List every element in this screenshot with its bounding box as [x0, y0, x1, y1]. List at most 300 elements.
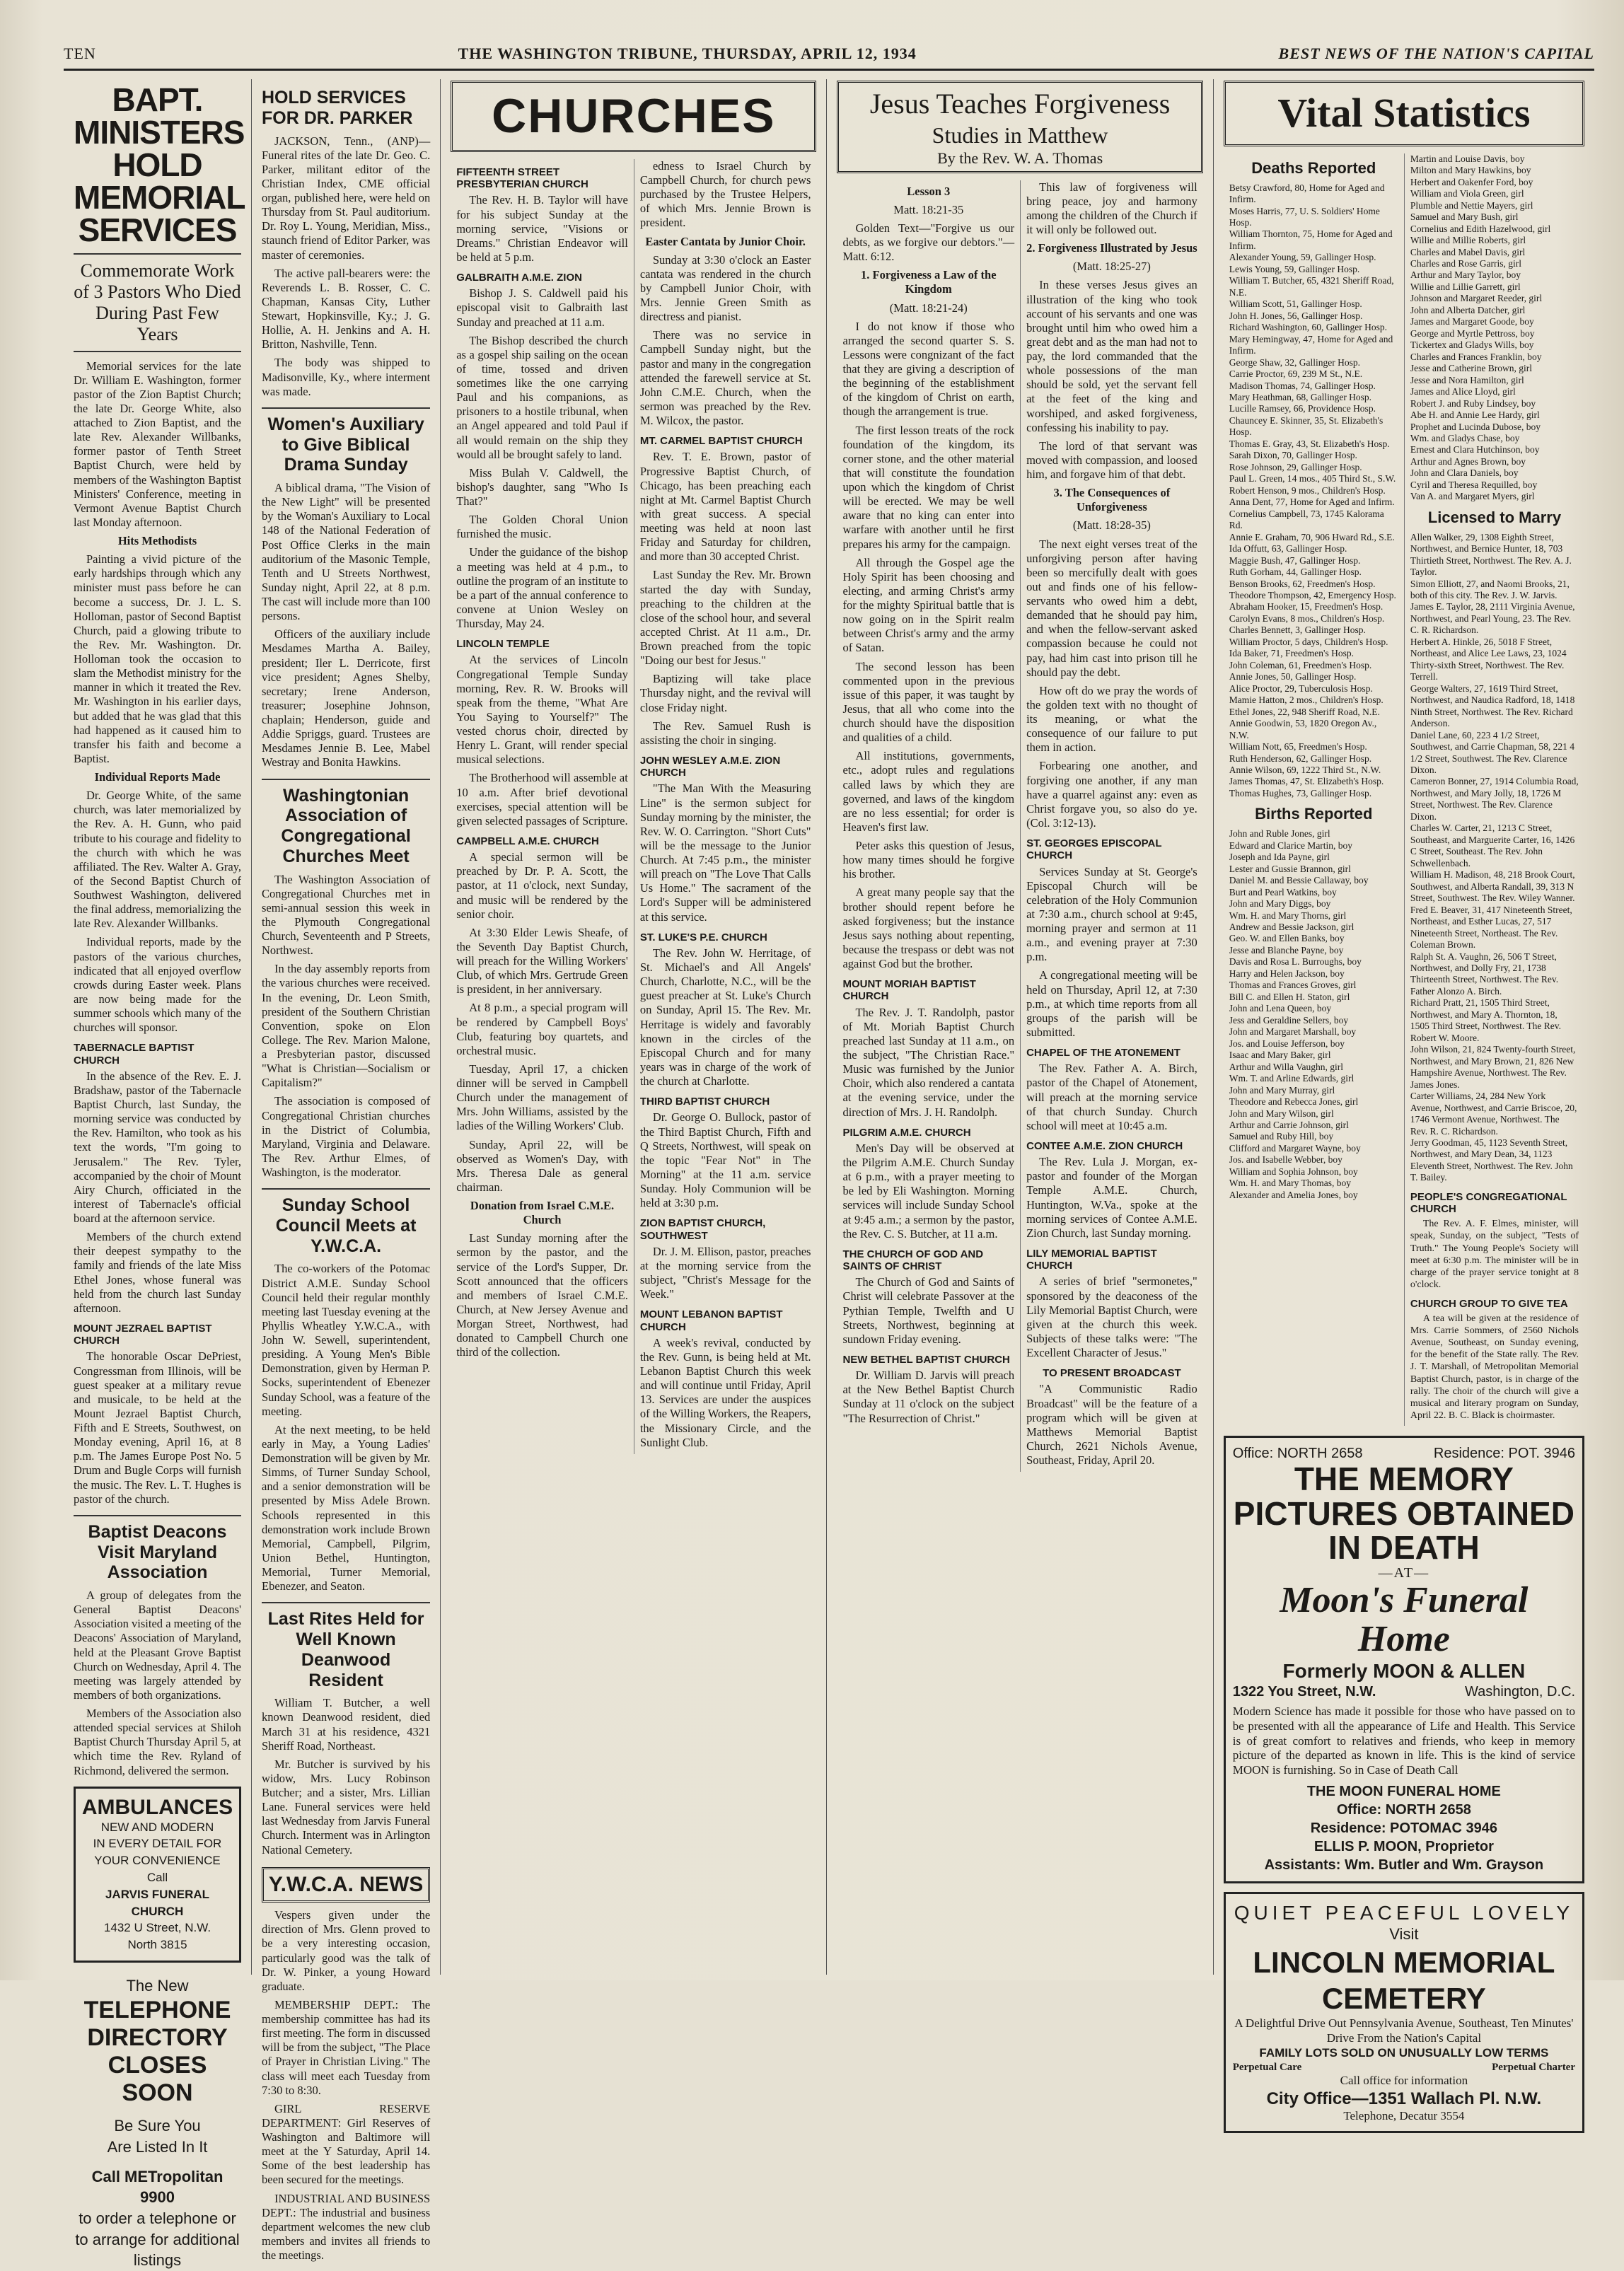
ad-address-row — [1233, 1683, 1575, 1700]
deaths-list — [1229, 182, 1398, 800]
licenses-list — [1410, 532, 1579, 1184]
article-paragraph: Sunday at 3:30 o'clock an Easter cantata was rendered in the church by Campbell Junior Choir, with Mrs. Jennie Green Smith as directress and pianist. — [639, 252, 811, 324]
article-paragraph: Officers of the auxiliary include Mesdames Martha A. Bailey, president; Iler L. Derricote, first vice president; Agnes Shelby, secretary; Irene Anderson, treasurer; Josephine Johnson, chaplain; Henderson, guide and Addie Spriggs, guard. Trustees are Mesdames Jennie B. Lee, Mabel Westray and Bonita Hawkins. — [262, 627, 431, 769]
lesson-ref: (Matt. 18:25-27) — [1072, 260, 1151, 274]
article-paragraph: I do not know if those who arranged the second quarter S. S. Lessons were congnizant of the fact that they are giving a description of the beginning of the establishment of the kingdom of Christ on earth, though the arrangement is true. — [842, 319, 1015, 419]
ad-line: The New — [126, 1977, 189, 1995]
church-heading: CHURCH GROUP TO GIVE TEA — [1410, 1297, 1568, 1310]
ad-line: A Delightful Drive Out Pennsylvania Avenue, Southeast, Ten Minutes' Drive From the Nation's Capital — [1234, 2016, 1574, 2045]
birth-entry: Arthur and Willa Vaughn, girl — [1229, 1061, 1344, 1072]
ad-line: to order a telephone or to arrange for additional listings — [75, 2209, 240, 2270]
headline-auxiliary: Women's Auxiliary to Give Biblical Drama Sunday — [262, 407, 430, 475]
article-paragraph: INDUSTRIAL AND BUSINESS DEPT.: The industrial and business department welcomes the new club members and invites all friends to the meetings. — [262, 2191, 431, 2263]
birth-entry: John and Mary Wilson, girl — [1229, 1108, 1334, 1119]
church-heading: MOUNT JEZRAEL BAPTIST CHURCH — [74, 1322, 212, 1347]
label: Residence: — [1433, 1445, 1504, 1461]
birth-entry: George and Myrtle Pettross, boy — [1410, 327, 1535, 339]
church-heading: TABERNACLE BAPTIST CHURCH — [74, 1042, 195, 1067]
death-entry: Benson Brooks, 62, Freedmen's Hosp. — [1229, 578, 1376, 589]
license-entry: George Walters, 27, 1619 Third Street, Northwest, and Naudica Radford, 18, 1418 Ninth Street, Northwest. The Rev. Richard Anderson. — [1410, 683, 1575, 729]
article-paragraph: Individual reports, made by the pastors of the various churches, indicated that all enjoyed overflow crowds during Easter week. Plans are now being made for the summer schools which many of the churches will sponsor. — [74, 935, 241, 1035]
article-paragraph: Last Sunday morning after the sermon by the pastor, and the service of the Lord's Supper, Dr. Scott announced that the officers and members of Israel C.M.E. Church, at New Jersey Avenue and Morgan Street, Northwest, had donated to Campbell Church one third of the collection. — [456, 1231, 628, 1359]
deck-memorial: Commemorate Work of 3 Pastors Who Died During Past Few Years — [74, 253, 241, 352]
article-paragraph: The Church of God and Saints of Christ will celebrate Passover at the Pythian Temple, Twelfth and U Streets, Northwest, beginning at sundown Friday evening. — [842, 1275, 1015, 1346]
death-entry: Robert Henson, 9 mos., Children's Hosp. — [1229, 484, 1386, 496]
office-phone — [1233, 1445, 1363, 1462]
ad-line: JARVIS FUNERAL CHURCH — [105, 1887, 210, 1918]
article-paragraph: William T. Butcher, a well known Deanwood resident, died March 31 at his residence, 4321 Sheriff Road, Northeast. — [262, 1696, 431, 1753]
license-entry: Fred E. Beaver, 31, 417 Nineteenth Street, Northeast, and Esther Lucas, 27, 517 Nineteenth Street, Northeast. The Rev. Coleman Brown. — [1410, 904, 1572, 951]
article-paragraph: The Golden Choral Union furnished the music. — [456, 513, 628, 541]
birth-entry: John and Mary Murray, girl — [1229, 1084, 1335, 1096]
birth-entry: Herbert and Oakenfer Ford, boy — [1410, 176, 1533, 187]
vital-subcolumn-b — [1404, 153, 1584, 1426]
death-entry: Ida Offutt, 63, Gallinger Hosp. — [1229, 543, 1347, 554]
death-entry: Lewis Young, 59, Gallinger Hosp. — [1229, 263, 1360, 274]
death-entry: Alexander Young, 59, Gallinger Hosp. — [1229, 252, 1376, 263]
birth-entry: Harry and Helen Jackson, boy — [1229, 968, 1345, 979]
birth-entry: Burt and Pearl Watkins, boy — [1229, 886, 1337, 898]
article-paragraph: A great many people say that the brother should repent before he asked forgiveness; but the instance Jesus says nothing about repenting, because the trespass or debt was not against God but the brother. — [842, 885, 1015, 971]
death-entry: John Coleman, 61, Freedmen's Hosp. — [1229, 659, 1372, 670]
column-2 — [252, 79, 441, 2263]
birth-entry: Wm. H. and Mary Thomas, boy — [1229, 1178, 1351, 1189]
article-paragraph: The Brotherhood will assemble at 10 a.m. After brief devotional exercises, special attention will be given selected passages of Scripture. — [456, 771, 628, 827]
death-entry: Ida Baker, 71, Freedmen's Hosp. — [1229, 648, 1354, 659]
death-entry: Mary Hemingway, 47, Home for Aged and Infirm. — [1229, 333, 1393, 356]
article-paragraph: The second lesson has been commented upon in the previous issue of this paper, it was taught by Jesus, that all who come into the church should have the disposition and qualities of a child. — [842, 659, 1015, 745]
article-paragraph: At the next meeting, to be held early in May, a Young Ladies' Demonstration will be given by Mr. Simms, of Turner Sunday School, and a senior demonstration will be presented by Miss Adele Brown. Schools represented in this demonstration work include Brown Memorial, Campbell, Pilgrim, Union Bethel, Huntington, Memorial, Turner Memorial, Ebenezer, and Seaton. — [262, 1422, 431, 1593]
license-entry: Allen Walker, 29, 1308 Eighth Street, Northwest, and Bernice Hunter, 18, 703 Thirtieth Street, Northwest. The Rev. A. J. Taylor. — [1410, 531, 1572, 578]
birth-entry: Charles and Mabel Davis, girl — [1410, 246, 1526, 257]
deaths-heading: Deaths Reported — [1251, 158, 1376, 177]
article-paragraph: In the absence of the Rev. E. J. Bradshaw, pastor of the Tabernacle Baptist Church, last Sunday, the morning service was conducted by the Rev. Hamilton, who took as his text the words, "I'm going to Jerusalem." The Rev. Tyler, accompanied by the choir of Mount Airy Church, officiated in the interest of Tabernacle's official board at the afternoon service. — [74, 1069, 241, 1226]
article-paragraph: Dr. George O. Bullock, pastor of the Third Baptist Church, Fifth and Q Streets, Northwest, will speak on the topic "Fear Not" in The Morning" at the 11 a.m. service Sunday. Holy Communion will be held at 3:30 p.m. — [639, 1110, 811, 1210]
ad-line: FAMILY LOTS SOLD ON UNUSUALLY LOW TERMS — [1259, 2045, 1549, 2060]
lesson-heading: 3. The Consequences of Unforgiveness — [1053, 486, 1171, 514]
birth-entry: Clifford and Margaret Wayne, boy — [1229, 1142, 1361, 1154]
church-heading: TO PRESENT BROADCAST — [1043, 1367, 1181, 1380]
church-heading: CHAPEL OF THE ATONEMENT — [1026, 1047, 1181, 1059]
page-number: TEN — [64, 45, 96, 62]
ad-line: Formerly MOON & ALLEN — [1282, 1659, 1526, 1682]
article-paragraph: The honorable Oscar DePriest, Congressman from Illinois, will be guest speaker at a military revue and musicale, to be held at the Mount Jezrael Baptist Church, Fifth and E Streets, Southwest, on Monday evening, April 16, at 8 p.m. The James Europe Post No. 5 Drum and Bugle Corps will furnish the music. The Rev. L. T. Hughes is pastor of the church. — [74, 1349, 241, 1506]
license-entry: Herbert A. Hinkle, 26, 5018 F Street, Northeast, and Alice Lee Laws, 23, 1024 Thirty-sixth Street, Northwest. The Rev. Terrell. — [1410, 636, 1567, 683]
birth-entry: Arthur and Agnes Brown, boy — [1410, 455, 1526, 467]
ad-line: City Office—1351 Wallach Pl. N.W. — [1266, 2089, 1542, 2108]
birth-entry: Wm. T. and Arline Edwards, girl — [1229, 1073, 1355, 1084]
article-paragraph: Bishop J. S. Caldwell paid his episcopal visit to Galbraith last Sunday and preached at 11 a.m. — [456, 286, 628, 329]
church-heading: Donation from Israel C.M.E. Church — [470, 1199, 615, 1227]
article-paragraph: In the day assembly reports from the various churches were received. In the evening, Dr. Leon Smith, president of the Southern Christian Convention, spoke on Elon College. The Rev. Marion Malone, a Presbyterian pastor, discussed "What is Christian—Socialism or Capitalism?" — [262, 962, 431, 1090]
death-entry: William T. Butcher, 65, 4321 Sheriff Road, N.E. — [1229, 275, 1394, 298]
lesson-subcolumn-a — [837, 180, 1020, 1473]
birth-entry: Geo. W. and Ellen Banks, boy — [1229, 933, 1345, 944]
birth-entry: Jesse and Nora Hamilton, girl — [1410, 374, 1524, 385]
births-list — [1229, 828, 1398, 1201]
church-heading: JOHN WESLEY A.M.E. ZION CHURCH — [639, 754, 781, 779]
article-paragraph: At 3:30 Elder Lewis Sheafe, of the Seventh Day Baptist Church, will preach for the Willing Workers' Club, of which Mrs. Gertrude Green is president, in her anniversary. — [456, 925, 628, 997]
article-paragraph: The lord of that servant was moved with compassion, and loosed him, and forgave him of that debt. — [1026, 438, 1197, 482]
article-paragraph: Sunday, April 22, will be observed as Women's Day, with Mrs. Theresa Dale as general chairman. — [456, 1137, 628, 1194]
article-paragraph: MEMBERSHIP DEPT.: The membership committee has had its first meeting. The form in discussed will be from the subject, "The Place of Prayer in Christian Living." The class will meet each Tuesday from 7:30 to 8:30. — [262, 1997, 431, 2097]
death-entry: Abraham Hooker, 15, Freedmen's Hosp. — [1229, 601, 1384, 612]
birth-entry: Joseph and Ida Payne, girl — [1229, 852, 1330, 863]
church-heading: MT. CARMEL BAPTIST CHURCH — [639, 435, 803, 448]
ad-line: QUIET PEACEFUL LOVELY — [1234, 1901, 1574, 1924]
churches-subcolumn-a — [451, 159, 634, 1454]
birth-entry: Jos. and Isabelle Webber, boy — [1229, 1154, 1342, 1166]
death-entry: Sarah Dixon, 70, Gallinger Hosp. — [1229, 450, 1357, 461]
license-entry: Daniel Lane, 60, 223 4 1/2 Street, Southwest, and Carrie Chapman, 58, 221 4 1/2 Street, Southwest. The Rev. Clarence Dixon. — [1410, 729, 1574, 776]
article-paragraph: A congregational meeting will be held on Thursday, April 12, at 7:30 p.m., at which time reports from all groups of the parish will be submitted. — [1026, 968, 1197, 1039]
birth-entry: Plumble and Nettie Mayers, girl — [1410, 199, 1533, 211]
birth-entry: Cyril and Theresa Requilled, boy — [1410, 479, 1538, 490]
death-entry: Mary Heathman, 68, Gallinger Hosp. — [1229, 392, 1372, 403]
headline-memorial: BAPT. MINISTERS HOLD MEMORIAL SERVICES — [74, 81, 245, 248]
ad-line: Call — [146, 1871, 168, 1885]
article-paragraph: Baptizing will take place Thursday night, and the revival will close Friday night. — [639, 672, 811, 714]
article-paragraph: Members of the Association also attended special services at Shiloh Baptist Church Thursday April 5, at which time the Rev. Ryland of Richmond, delivered the sermon. — [74, 1707, 241, 1777]
ad-line: Call office for information — [1340, 2073, 1468, 2087]
lesson-heading: 1. Forgiveness a Law of the Kingdom — [860, 268, 997, 296]
article-paragraph: There was no service in Campbell Sunday night, but the pastor and many in the congregation attended the farewell service at St. John C.M.E. Church, when the sermon was preached by the Rev. M. Wilcox, the pastor. — [639, 328, 811, 428]
golden-text: Golden Text—"Forgive us our debts, as we forgive our debtors."—Matt. 6:12. — [842, 221, 1015, 264]
church-heading: ZION BAPTIST CHURCH, SOUTHWEST — [639, 1217, 766, 1242]
birth-entry: Willie and Lillie Garrett, girl — [1410, 281, 1521, 292]
lesson-ref: (Matt. 18:21-24) — [889, 301, 968, 315]
ad-line: Call METropolitan 9900 — [91, 2167, 224, 2207]
lesson-ref: Matt. 18:21-35 — [893, 202, 964, 216]
ad-body: Modern Science has made it possible for those who have passed on to be presented with all the appearance of Life and Health. This Service is of great comfort to relatives and friends, who keep in memory picture of the departed as known in life. This is the kind of service MOON is furnishing. So in Case of Death Call — [1232, 1704, 1576, 1777]
article-paragraph: The active pall-bearers were: the Reverends L. B. Rosser, C. C. Chapman, Kansas City, Luther Stewart, Hopkinsville, Ky.; J. G. Hollie, A. H. Jenkins and A. H. Britton, Nashville, Tenn. — [262, 266, 431, 352]
value: POT. 3946 — [1508, 1445, 1576, 1461]
church-heading: CAMPBELL A.M.E. CHURCH — [456, 835, 599, 847]
death-entry: Carrie Proctor, 69, 239 M St., N.E. — [1229, 368, 1363, 380]
death-entry: Annie Goodwin, 53, 1820 Oregon Av., N.W. — [1229, 718, 1377, 740]
article-paragraph: The first lesson treats of the rock foundation of the kingdom, its corner stone, and the other material that will constitute the foundation upon which the kingdom of Christ will be erected. We may be well aware that no king can enter into warfare with another until he first prepares his army for the campaign. — [842, 423, 1015, 551]
ad-line: Assistants: Wm. Butler and Wm. Grayson — [1264, 1857, 1544, 1873]
death-entry: William Nott, 65, Freedmen's Hosp. — [1229, 741, 1367, 753]
article-paragraph: The next eight verses treat of the unforgiving person after having been so mercifully dealt with goes out and finds one of his fellow-servants who owed him a debt, demanded that he should pay him, and when the fellow-servant asked compassion because he could not pay, had him cast into prison till he should pay the debt. — [1026, 537, 1197, 679]
birth-entry: Andrew and Bessie Jackson, girl — [1229, 922, 1355, 932]
ad-title: AMBULANCES — [81, 1795, 233, 1819]
church-heading: MOUNT LEBANON BAPTIST CHURCH — [639, 1308, 783, 1333]
article-paragraph: All through the Gospel age the Holy Spirit has been choosing and electing, and arming Christ's army for the mighty Spiritual battle that is now going on in the Spirit realm between Christ's army and the army of Satan. — [842, 555, 1015, 655]
ad-line: IN EVERY DETAIL FOR — [93, 1837, 222, 1851]
article-paragraph: A tea will be given at the residence of Mrs. Carrie Sommers, of 2560 Nichols Avenue, Southeast, on Sunday evening, for the benefit of the State rally. The Rev. J. T. Marshall, of Metropolitan Memorial Baptist Church, pastor, is in charge of the rally. The choir of the church will give a musical and literary program on Sunday, April 22. B. C. Black is choirmaster. — [1410, 1313, 1579, 1421]
ywca-news-heading: Y.W.C.A. NEWS — [262, 1867, 430, 1903]
article-paragraph: The Bishop described the church as a gospel ship sailing on the ocean of time, tossed and driven sometimes like the one carrying Paul and his companions, as prisoners to a hostile tribunal, when an Angel appeared and told Paul if all would remain on the ship they would all be brought safely to land. — [456, 333, 628, 461]
article-paragraph: The co-workers of the Potomac District A.M.E. Sunday School Council held their regular monthly meeting last Tuesday evening at the Phyllis Wheatley Y.W.C.A., with John W. Sewell, superintendent, presiding. A Young Men's Bible Demonstration, given by Herman P. Socks, superintendent of Ebenezer Sunday School, was a feature of the meeting. — [262, 1262, 431, 1418]
article-paragraph: How oft do we pray the words of the golden text with no thought of its meaning, or what the consequence of our failure to put them in action. — [1026, 683, 1197, 755]
telephone-directory-ad — [74, 1975, 241, 2271]
death-entry: Paul L. Green, 14 mos., 405 Third St., S.W. — [1229, 473, 1396, 484]
birth-entry: John and Ruble Jones, girl — [1229, 828, 1330, 840]
death-entry: Ruth Gorham, 44, Gallinger Hosp. — [1229, 567, 1362, 578]
article-paragraph: A series of brief "sermonetes," sponsored by the deaconess of the Lily Memorial Baptist Church, were given at the church this week. Subjects of these talks were: "The Excellent Character of Jesus." — [1026, 1274, 1197, 1360]
birth-entry: Abe H. and Annie Lee Hardy, girl — [1410, 410, 1540, 421]
masthead-tagline: BEST NEWS OF THE NATION'S CAPITAL — [1278, 45, 1594, 62]
ad-line: Telephone, Decatur 3554 — [1343, 2108, 1465, 2122]
birth-entry: Arthur and Mary Taylor, boy — [1410, 269, 1521, 281]
birth-entry: Willie and Millie Roberts, girl — [1410, 235, 1526, 246]
article-paragraph: The Rev. Samuel Rush is assisting the choir in singing. — [639, 719, 811, 747]
ad-line: Are Listed In It — [107, 2137, 208, 2156]
ad-line: NEW AND MODERN — [100, 1820, 214, 1834]
ad-line: TELEPHONE — [83, 1996, 231, 2023]
church-heading: Easter Cantata by Junior Choir. — [645, 234, 806, 248]
birth-entry: Theodore and Rebecca Jones, girl — [1229, 1096, 1359, 1108]
article-paragraph: The Rev. Father A. A. Birch, pastor of the Chapel of Atonement, will preach at the morning service of that church Sunday. Church school will meet at 10:45 a.m. — [1026, 1062, 1197, 1132]
birth-entry: Johnson and Margaret Reeder, girl — [1410, 293, 1543, 304]
births-heading: Births Reported — [1255, 805, 1373, 823]
ad-line: Perpetual Care — [1232, 2061, 1302, 2073]
death-entry: George Shaw, 32, Gallinger Hosp. — [1229, 356, 1360, 368]
ad-phone-row — [1233, 1445, 1575, 1462]
residence-phone — [1434, 1445, 1575, 1462]
license-entry: Ralph St. A. Vaughn, 26, 506 T Street, Northwest, and Dolly Fry, 21, 1738 Thirteenth Street, Northwest. The Rev. Father Alonzo A. Birch. — [1410, 951, 1559, 997]
license-entry: Jerry Goodman, 45, 1123 Seventh Street, Northwest, and Mary Dean, 34, 1123 Eleventh Street, Northwest. The Rev. John T. Bailey. — [1410, 1137, 1573, 1183]
death-entry: Theodore Thompson, 42, Emergency Hosp. — [1229, 589, 1396, 600]
ad-headline: THE MEMORY PICTURES OBTAINED IN DEATH — [1233, 1460, 1574, 1566]
vital-statistics-section — [1214, 79, 1594, 2122]
article-paragraph: Last Sunday the Rev. Mr. Brown started the day with Sunday, preaching to the children at the close of the school hour, and several accepted Christ. At 11 a.m., Dr. Brown preached from the topic "Doing our best for Jesus." — [639, 568, 811, 668]
subhead: Hits Methodists — [117, 534, 197, 548]
article-paragraph: Services Sunday at St. George's Episcopal Church will be celebration of the Holy Communion at 7:30 a.m., church school at 9:45, morning prayer and sermon at 11 a.m., and evening prayer at 7:30 p.m. — [1026, 864, 1197, 964]
birth-entry: Samuel and Ruby Hill, boy — [1229, 1131, 1334, 1142]
birth-entry: Van A. and Margaret Myers, girl — [1410, 491, 1535, 502]
churches-subcolumn-b — [634, 159, 817, 1454]
article-paragraph: Dr. J. M. Ellison, pastor, preaches at the morning service from the subject, "Christ's Message for the Week." — [639, 1244, 811, 1301]
birth-entry: Tickertex and Gladys Wills, boy — [1410, 339, 1534, 351]
license-entry: Cameron Bonner, 27, 1914 Columbia Road, Northwest, and Mary Jolly, 18, 1726 M Street, Northwest. The Rev. Clarence Dixon. — [1410, 776, 1579, 822]
birth-entry: William and Viola Green, girl — [1410, 188, 1524, 199]
death-entry: Ruth Henderson, 62, Gallinger Hosp. — [1229, 753, 1372, 764]
article-paragraph: Mr. Butcher is survived by his widow, Mrs. Lucy Robinson Butcher; and a sister, Mrs. Lillian Lane. Funeral services were held last Wednesday from Jarvis Funeral Church. Interment was in Arlington National Cemetery. — [262, 1757, 431, 1857]
ad-line: Be Sure You — [114, 2117, 201, 2135]
licenses-heading: Licensed to Marry — [1427, 508, 1562, 526]
death-entry: Anna Dent, 77, Home for Aged and Infirm. — [1229, 496, 1395, 508]
birth-entry: Charles and Frances Franklin, boy — [1410, 351, 1542, 362]
article-paragraph: "A Communistic Radio Broadcast" will be the feature of a program which will be given at Matthews Memorial Baptist Church, 2621 Nichols Avenue, Southeast, Friday, April 20. — [1026, 1382, 1197, 1468]
article-paragraph: JACKSON, Tenn., (ANP)—Funeral rites of the late Dr. Geo. C. Parker, militant editor of the Christian Index, CME official organ, published here, were held on Thursday from St. Paul auditorium. Dr. Roy L. Young, Meridian, Miss., staunch friend of Editor Parker, was master of ceremonies. — [262, 134, 431, 262]
article-paragraph: A special sermon will be preached by Dr. P. A. Scott, the pastor, at 11 o'clock, next Sunday, and music will be rendered by the senior choir. — [456, 850, 628, 921]
headline-last-rites: Last Rites Held for Well Known Deanwood Resident — [262, 1602, 430, 1690]
church-heading: LINCOLN TEMPLE — [456, 638, 550, 651]
subhead: Individual Reports Made — [94, 770, 221, 784]
churches-section — [441, 79, 827, 1975]
ad-line: Office: NORTH 2658 — [1336, 1801, 1471, 1818]
church-heading: CONTEE A.M.E. ZION CHURCH — [1026, 1139, 1183, 1152]
death-entry: Betsy Crawford, 80, Home for Aged and Infirm. — [1229, 182, 1385, 205]
death-entry: Lucille Ramsey, 66, Providence Hosp. — [1229, 403, 1376, 414]
death-entry: Maggie Bush, 47, Gallinger Hosp. — [1229, 554, 1361, 566]
license-entry: Charles W. Carter, 21, 1213 C Street, Southeast, and Marguerite Carter, 16, 1426 C Street, Southeast. The Rev. John Schwellenbach. — [1410, 823, 1575, 869]
death-entry: Madison Thomas, 74, Gallinger Hosp. — [1229, 380, 1376, 391]
death-entry: John H. Jones, 56, Gallinger Hosp. — [1229, 310, 1363, 321]
article-paragraph: Men's Day will be observed at the Pilgrim A.M.E. Church Sunday at 6 p.m., with a prayer meeting to be led by Eli Washington. Morning services will include Sunday School at 9:45 a.m.; a sermon by the pastor, the Rev. C. S. Butcher, at 11 a.m. — [842, 1141, 1015, 1241]
birth-entry: Arthur and Carrie Johnson, girl — [1229, 1119, 1349, 1130]
headline-parker: HOLD SERVICES FOR DR. PARKER — [262, 88, 413, 128]
lesson-byline: By the Rev. W. A. Thomas — [937, 149, 1103, 167]
article-paragraph: This law of forgiveness will bring peace, joy and harmony among the children of the Church if it will only be followed out. — [1026, 180, 1197, 237]
article-paragraph: The association is composed of Congregational Christian churches in the District of Columbia, Maryland, Virginia and Delaware. The Rev. Arthur Elmes, of Washington, is the moderator. — [262, 1094, 431, 1179]
article-paragraph: Dr. George White, of the same church, was later memorialized by the Rev. A. H. Gunn, who paid tribute to his courage and fidelity to the church with which he was affiliated. The Rev. Walter A. Gray, of the Second Baptist Church of Southwest Washington, delivered the final address, memorializing the late Rev. Alexander Willbanks. — [74, 789, 241, 931]
birth-entry: Wm. H. and Mary Thorns, girl — [1229, 910, 1347, 921]
ad-city: Washington, D.C. — [1465, 1683, 1576, 1700]
death-entry: Ethel Jones, 22, 948 Sheriff Road, N.E. — [1229, 706, 1380, 717]
article-paragraph: Peter asks this question of Jesus, how many times should he forgive his brother. — [842, 839, 1015, 881]
article-paragraph: At 8 p.m., a special program will be rendered by Campbell Boys' Club, featuring boy quartets, and orchestral music. — [456, 1001, 628, 1057]
article-paragraph: The Rev. John W. Herritage, of St. Michael's and All Angels' Church, Charlotte, N.C., will be the guest preacher at St. Luke's Church on Sunday, April 15. The Rev. Mr. Herritage is widely and favorably known in the circles of the Episcopal Church and for many years was in charge of the work of the church at Charlotte. — [639, 946, 811, 1088]
article-paragraph: A biblical drama, "The Vision of the New Light" will be presented by the Woman's Auxiliary to Local 148 of the National Federation of Post Office Clerks in the main auditorium of the Masonic Temple, Tenth and U Streets Northwest, Sunday night, April 22, at 8 p.m. The cast will include more than 100 persons. — [262, 481, 431, 623]
column-1 — [64, 79, 252, 2270]
ad-address: 1322 You Street, N.W. — [1232, 1683, 1376, 1700]
death-entry: Chauncey E. Skinner, 35, St. Elizabeth's Hosp. — [1229, 414, 1384, 438]
article-paragraph: Memorial services for the late Dr. William E. Washington, former pastor of the Zion Baptist Church; the late Dr. George White, also attached to Zion Baptist, and the late Rev. Alexander Willbanks, former pastor of Tenth Street Baptist Church, were held by members of the Washington Baptist Ministers' Conference, meeting in Vermont Avenue Baptist Church last Monday afternoon. — [74, 359, 241, 529]
birth-entry: John and Mary Diggs, boy — [1229, 898, 1331, 910]
article-paragraph: The Washington Association of Congregational Churches met in semi-annual session this week in the Plymouth Congregational Church, Seventeenth and P Streets, Northwest. — [262, 872, 431, 958]
license-entry: James E. Taylor, 28, 2111 Virginia Avenue, Northwest, and Pearl Young, 23. The Rev. C. R. Richardson. — [1410, 601, 1575, 636]
church-heading: NEW BETHEL BAPTIST CHURCH — [842, 1353, 1010, 1366]
birth-entry: John and Alberta Datcher, girl — [1410, 304, 1526, 315]
article-paragraph: Painting a vivid picture of the early hardships through which any minister must pass before he can become a success, Dr. J. L. S. Holloman, pastor of Second Baptist Church, paid a glowing tribute to the Rev. Mr. Washington. Dr. Holloman took the occasion to slam the Methodist ministry for the manner in which it treated the Rev. Mr. Washington in his earlier days, but added that he was glad that this had happened as it caused him to transfer his faith and become a Baptist. — [74, 552, 241, 765]
headline-deacons: Baptist Deacons Visit Maryland Association — [74, 1515, 241, 1583]
article-paragraph: At the services of Lincoln Congregational Temple Sunday morning, Rev. R. W. Brooks will speak from the theme, "What Are You Saying to Yourself?" The vested chorus choir, directed by Henry L. Grant, will render special musical selections. — [456, 653, 628, 767]
church-heading: THE CHURCH OF GOD AND SAINTS OF CHRIST — [842, 1248, 984, 1273]
births-list-continued — [1410, 153, 1579, 503]
birth-entry: Robert J. and Ruby Lindsey, boy — [1410, 397, 1536, 409]
church-heading: PILGRIM A.M.E. CHURCH — [842, 1126, 971, 1139]
article-paragraph: "The Man With the Measuring Line" is the sermon subject for Sunday morning by the minister, the Rev. W. O. Carrington. "Short Cuts" will be the message to the Junior Church. At 7:45 p.m., the minister will preach on "The Love That Calls Us Home." The sacrament of the Lord's Supper will be administered at this service. — [639, 782, 811, 924]
ad-line: Perpetual Charter — [1492, 2061, 1576, 2073]
article-paragraph: The Rev. Lula J. Morgan, ex-pastor and founder of the Morgan Temple A.M.E. Church, Huntington, W.Va., spoke at the morning services of Contee A.M.E. Zion Church, last Sunday morning. — [1026, 1155, 1197, 1240]
church-heading: THIRD BAPTIST CHURCH — [639, 1096, 770, 1108]
birth-entry: Daniel M. and Bessie Callaway, boy — [1229, 875, 1369, 886]
license-entry: Richard Pratt, 21, 1505 Third Street, Northwest, and Mary A. Thornton, 18, 1505 Third Street, Northwest. The Rev. Robert W. Moore. — [1410, 997, 1561, 1043]
church-heading: MOUNT MORIAH BAPTIST CHURCH — [842, 978, 976, 1003]
death-entry: James Thomas, 47, St. Elizabeth's Hosp. — [1229, 776, 1384, 787]
birth-entry: Cornelius and Edith Hazelwood, girl — [1410, 223, 1551, 234]
birth-entry: Jesse and Catherine Brown, girl — [1410, 363, 1532, 374]
lesson-subtitle: Studies in Matthew — [932, 122, 1108, 148]
church-heading: FIFTEENTH STREET PRESBYTERIAN CHURCH — [456, 165, 588, 191]
lincoln-cemetery-ad — [1224, 1892, 1584, 2133]
death-entry: Charles Bennett, 3, Gallinger Hosp. — [1229, 625, 1366, 636]
birth-entry: James and Margaret Goode, boy — [1410, 316, 1534, 327]
birth-entry: Edward and Clarice Martin, boy — [1229, 840, 1353, 851]
birth-entry: Thomas and Frances Groves, girl — [1229, 980, 1357, 991]
headline-sunday-school: Sunday School Council Meets at Y.W.C.A. — [262, 1188, 430, 1256]
lesson-title: Jesus Teaches Forgiveness — [869, 88, 1171, 120]
ad-terms-row — [1233, 2061, 1575, 2074]
vital-subcolumn-a — [1224, 153, 1404, 1426]
church-heading: GALBRAITH A.M.E. ZION — [456, 272, 582, 284]
moon-funeral-home-ad — [1224, 1436, 1584, 1883]
death-entry: Thomas Hughes, 73, Gallinger Hosp. — [1229, 787, 1372, 798]
church-heading: LILY MEMORIAL BAPTIST CHURCH — [1026, 1247, 1157, 1272]
lesson-heading: 2. Forgiveness Illustrated by Jesus — [1026, 241, 1197, 255]
death-entry: Mamie Hatton, 2 mos., Children's Hosp. — [1229, 695, 1384, 706]
ad-line: —AT— — [1378, 1565, 1430, 1581]
ad-line: DIRECTORY — [87, 2023, 228, 2051]
license-entry: Carter Williams, 24, 284 New York Avenue, Northwest, and Carrie Briscoe, 20, 1746 Vermont Avenue, Northwest. The Rev. R. C. Richardson. — [1410, 1091, 1577, 1137]
ad-line: Visit — [1389, 1925, 1419, 1944]
death-entry: Moses Harris, 77, U. S. Soldiers' Home Hosp. — [1229, 205, 1380, 228]
birth-entry: Jess and Geraldine Sellers, boy — [1229, 1014, 1349, 1026]
death-entry: Rose Johnson, 29, Gallinger Hosp. — [1229, 461, 1362, 472]
vital-banner: Vital Statistics — [1224, 81, 1584, 146]
ad-business-name: Moon's Funeral Home — [1280, 1580, 1529, 1660]
death-entry: William Thornton, 75, Home for Aged and Infirm. — [1229, 228, 1393, 251]
death-entry: Cornelius Campbell, 73, 1745 Kalorama Rd. — [1229, 508, 1384, 531]
masthead-title: THE WASHINGTON TRIBUNE, THURSDAY, APRIL 12, 1934 — [458, 45, 917, 62]
article-paragraph: The Rev. J. T. Randolph, pastor of Mt. Moriah Baptist Church preached last Sunday at 11 a.m., on the subject, "The Christian Race." Music was furnished by the Junior Choir, which also rendered a cantata at the evening service, under the direction of Mrs. J. H. Randolph. — [842, 1005, 1015, 1119]
birth-entry: Wm. and Gladys Chase, boy — [1410, 433, 1520, 443]
article-paragraph: Dr. William D. Jarvis will preach at the New Bethel Baptist Church Sunday at 11 o'clock on the subject "The Resurrection of Christ." — [842, 1369, 1015, 1425]
article-paragraph: The Rev. A. F. Elmes, minister, will speak, Sunday, on the subject, "Tests of Truth." The Young People's Society will meet at 6:30 p.m. The minister will be in charge of the prayer service tonight at 8 o'clock. — [1410, 1219, 1579, 1290]
license-entry: John Wilson, 21, 824 Twenty-fourth Street, Northwest, and Mary Brown, 21, 826 New Hampshire Avenue, Northwest. The Rev. James Jones. — [1410, 1044, 1576, 1090]
license-entry: Simon Elliott, 27, and Naomi Brooks, 21, both of this city. The Rev. J. W. Jarvis. — [1410, 578, 1570, 600]
article-paragraph: GIRL RESERVE DEPARTMENT: Girl Reserves of Washington and Baltimore will meet at the Y Saturday, April 14. Some of the best leadership has been secured for the meetings. — [262, 2101, 431, 2187]
death-entry: Annie Wilson, 69, 1222 Third St., N.W. — [1229, 765, 1381, 776]
article-paragraph: Members of the church extend their deepest sympathy to the family and friends of the late Miss Ethel Jones, whose funeral was held from the church last Sunday afternoon. — [74, 1230, 241, 1315]
birth-entry: James and Alice Lloyd, girl — [1410, 386, 1516, 397]
birth-entry: Jesse and Blanche Payne, boy — [1229, 944, 1344, 956]
birth-entry: Milton and Mary Hawkins, boy — [1410, 165, 1531, 176]
birth-entry: Prophet and Lucinda Dubose, boy — [1410, 421, 1541, 432]
death-entry: Alice Proctor, 29, Tuberculosis Hosp. — [1229, 683, 1373, 694]
article-paragraph: Rev. T. E. Brown, pastor of Progressive Baptist Church, of Chicago, has been preaching each night at Mt. Carmel Baptist Church with great success. A special meeting was held at noon last Friday and Saturday for children, and more than 30 accepted Christ. — [639, 450, 811, 564]
label: Office: — [1232, 1445, 1274, 1461]
death-entry: Thomas E. Gray, 43, St. Elizabeth's Hosp. — [1229, 438, 1390, 449]
masthead — [64, 0, 1594, 71]
birth-entry: Charles and Rose Garris, girl — [1410, 257, 1521, 269]
birth-entry: Lester and Gussie Brannon, girl — [1229, 863, 1351, 874]
article-paragraph: Forbearing one another, and forgiving one another, if any man have a quarrel against any: even as Christ forgave you, so also do ye. (Col. 3:12-13). — [1026, 759, 1197, 830]
birth-entry: Samuel and Mary Bush, girl — [1410, 211, 1519, 223]
death-entry: William Proctor, 5 days, Children's Hosp. — [1229, 636, 1388, 647]
death-entry: Carolyn Evans, 8 mos., Children's Hosp. — [1229, 612, 1385, 624]
ad-headline: LINCOLN MEMORIAL CEMETERY — [1253, 1945, 1555, 2016]
birth-entry: Bill C. and Ellen H. Staton, girl — [1229, 991, 1350, 1002]
ad-line: ELLIS P. MOON, Proprietor — [1313, 1838, 1494, 1854]
birth-entry: John and Margaret Marshall, boy — [1229, 1026, 1357, 1038]
article-paragraph: The body was shipped to Madisonville, Ky., where interment was made. — [262, 356, 431, 398]
death-entry: Richard Washington, 60, Gallinger Hosp. — [1229, 322, 1387, 333]
article-paragraph: Vespers given under the direction of Mrs. Glenn proved to be a very interesting occasion, particularly good was the talk of Dr. W. Pinker, a young Howard graduate. — [262, 1908, 431, 1993]
lesson-subcolumn-b — [1020, 180, 1203, 1473]
ambulance-ad — [74, 1787, 241, 1963]
article-paragraph: All institutions, governments, etc., adopt rules and regulations called laws by which they are governed, and laws of the kingdom are no less essential; for order is Heaven's first law. — [842, 749, 1015, 834]
birth-entry: Ernest and Clara Hutchinson, boy — [1410, 444, 1540, 455]
article-paragraph: A week's revival, conducted by the Rev. Gunn, is being held at Mt. Lebanon Baptist Church this week and will continue until Friday, April 13. Services are under the auspices of the Willing Workers, the Reapers, the Missionary Circle, and the Sunlight Club. — [639, 1335, 811, 1449]
birth-entry: John and Clara Daniels, boy — [1410, 467, 1519, 479]
church-heading: ST. LUKE'S P.E. CHURCH — [639, 931, 767, 943]
birth-entry: William and Sophia Johnson, boy — [1229, 1166, 1358, 1177]
article-paragraph: Under the guidance of the bishop a meeting was held at 4 p.m., to outline the program of an institute to be a part of the annual conference to convene at Union Wesley on Thursday, May 24. — [456, 545, 628, 631]
death-entry: Annie Jones, 50, Gallinger Hosp. — [1229, 671, 1357, 683]
lesson-section — [827, 79, 1213, 1975]
ad-line: North 3815 — [127, 1938, 187, 1952]
birth-entry: Isaac and Mary Baker, girl — [1229, 1050, 1331, 1061]
birth-entry: Martin and Louise Davis, boy — [1410, 153, 1525, 164]
ad-line: YOUR CONVENIENCE — [94, 1854, 221, 1868]
value: NORTH 2658 — [1277, 1445, 1363, 1461]
birth-entry: John and Lena Queen, boy — [1229, 1003, 1332, 1014]
license-entry: William H. Madison, 48, 218 Brook Court, Southwest, and Alberta Randall, 39, 313 N Street, Southwest. The Rev. Wiley Wanner. — [1410, 869, 1575, 904]
